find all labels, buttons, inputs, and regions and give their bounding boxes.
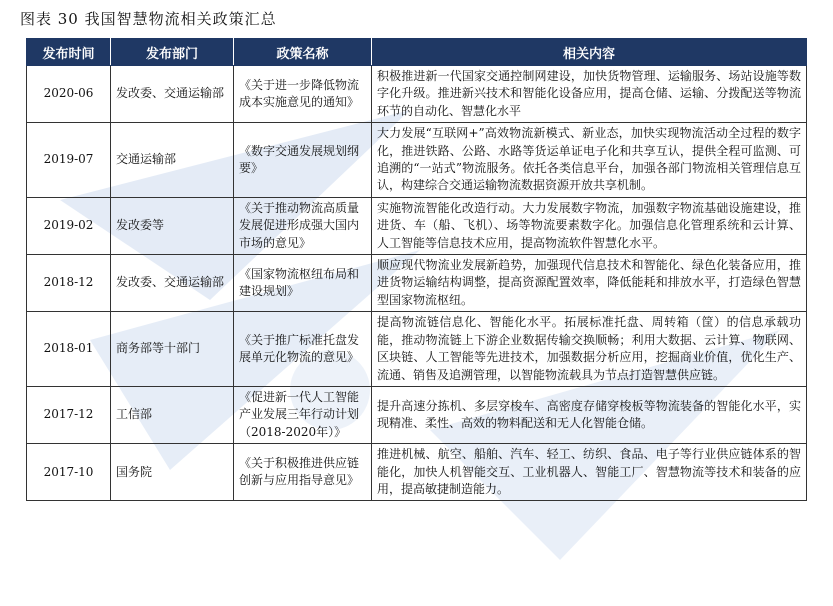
chart-title: 图表 30 我国智慧物流相关政策汇总 [20, 10, 277, 28]
cell-dept: 交通运输部 [111, 123, 234, 198]
cell-policy-name: 《关于推动物流高质量发展促进形成强大国内市场的意见》 [234, 197, 372, 254]
table-row [27, 255, 807, 312]
cell-content: 大力发展“互联网+”高效物流新模式、新业态，加快实现物流活动全过程的数字化，推进铁路、公路、水路等货运单证电子化和共享互认，提供全程可监测、可追溯的“一站式”物流服务。依托各类信息平台，加强各部门物流相关管理信息互认，构建综合交通运输物流数据资源开放共享机制。 [372, 123, 807, 198]
cell-content: 推进机械、航空、船舶、汽车、轻工、纺织、食品、电子等行业供应链体系的智能化，加快人机智能交互、工业机器人、智能工厂、智慧物流等技术和装备的应用，提高敏捷制造能力。 [372, 444, 807, 501]
cell-date: 2018-12 [27, 255, 111, 312]
cell-content: 实施物流智能化改造行动。大力发展数字物流，加强数字物流基础设施建设，推进货、车（船、飞机）、场等物流要素数字化。加强信息化管理系统和云计算、人工智能等信息技术应用，提高物流软件智慧化水平。 [372, 197, 807, 254]
cell-dept: 发改委、交通运输部 [111, 66, 234, 123]
cell-policy-name: 《促进新一代人工智能产业发展三年行动计划（2018-2020年）》 [234, 386, 372, 443]
header-content: 相关内容 [372, 39, 807, 66]
header-dept: 发布部门 [111, 39, 234, 66]
cell-policy-name: 《数字交通发展规划纲要》 [234, 123, 372, 198]
table-row [27, 197, 807, 254]
cell-content: 提升高速分拣机、多层穿梭车、高密度存储穿梭板等物流装备的智能化水平，实现精准、柔性、高效的物料配送和无人化智能仓储。 [372, 386, 807, 443]
cell-dept: 发改委、交通运输部 [111, 255, 234, 312]
cell-date: 2019-02 [27, 197, 111, 254]
cell-dept: 发改委等 [111, 197, 234, 254]
header-date: 发布时间 [27, 39, 111, 66]
cell-date: 2017-12 [27, 386, 111, 443]
cell-policy-name: 《关于进一步降低物流成本实施意见的通知》 [234, 66, 372, 123]
cell-dept: 工信部 [111, 386, 234, 443]
cell-content: 提高物流链信息化、智能化水平。拓展标准托盘、周转箱（筐）的信息承载功能，推动物流链上下游企业数据传输交换顺畅；利用大数据、云计算、物联网、区块链、人工智能等先进技术，加强数据分析应用，挖掘商业价值，优化生产、流通、销售及追溯管理，以智能物流载具为节点打造智慧供应链。 [372, 312, 807, 387]
cell-content: 顺应现代物流业发展新趋势，加强现代信息技术和智能化、绿色化装备应用，推进货物运输结构调整，提高资源配置效率，降低能耗和排放水平，打造绿色智慧型国家物流枢纽。 [372, 255, 807, 312]
cell-date: 2020-06 [27, 66, 111, 123]
table-row [27, 123, 807, 198]
cell-policy-name: 《关于推广标准托盘发展单元化物流的意见》 [234, 312, 372, 387]
table-row [27, 66, 807, 123]
header-policy-name: 政策名称 [234, 39, 372, 66]
cell-date: 2017-10 [27, 444, 111, 501]
policy-table [26, 38, 807, 501]
cell-date: 2018-01 [27, 312, 111, 387]
cell-date: 2019-07 [27, 123, 111, 198]
cell-dept: 国务院 [111, 444, 234, 501]
cell-dept: 商务部等十部门 [111, 312, 234, 387]
cell-content: 积极推进新一代国家交通控制网建设，加快货物管理、运输服务、场站设施等数字化升级。推进新兴技术和智能化设备应用，提高仓储、运输、分拨配送等物流环节的自动化、智慧化水平 [372, 66, 807, 123]
table-header-row [27, 39, 807, 66]
table-row [27, 386, 807, 443]
table-row [27, 312, 807, 387]
table-row [27, 444, 807, 501]
cell-policy-name: 《国家物流枢纽布局和建设规划》 [234, 255, 372, 312]
cell-policy-name: 《关于积极推进供应链创新与应用指导意见》 [234, 444, 372, 501]
